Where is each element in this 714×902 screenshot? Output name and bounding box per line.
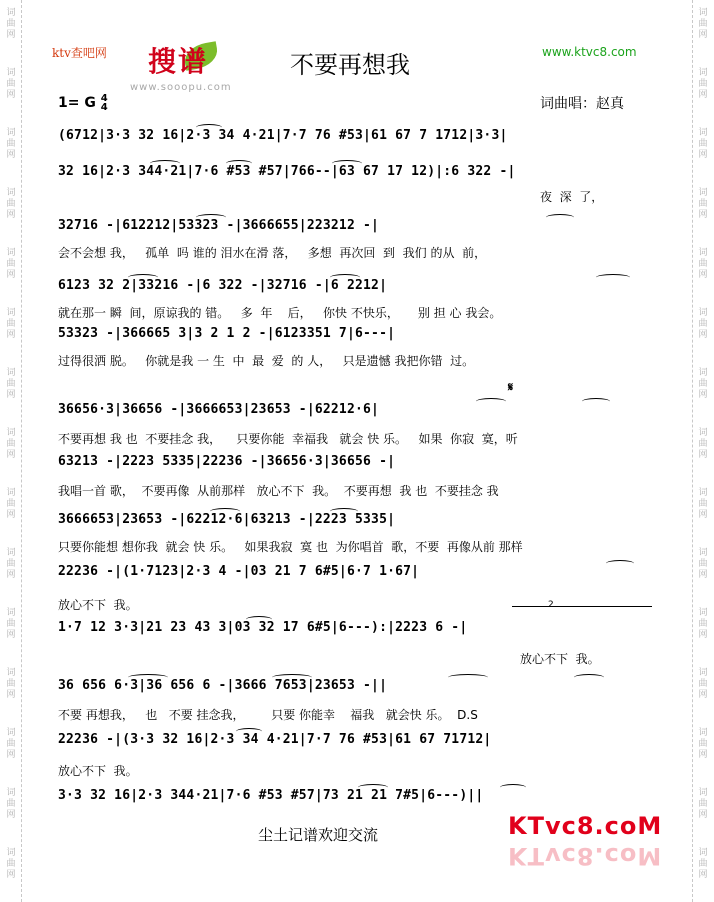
footer-logo-reflection: KTvc8.coM <box>508 842 663 870</box>
watermark-text: 词 曲 网 <box>6 248 16 280</box>
time-signature <box>101 94 108 112</box>
slur-arc <box>574 674 604 681</box>
lyric-line-12: 放心不下 我。 <box>58 764 138 778</box>
slur-arc <box>196 124 222 131</box>
logo-text: 搜谱 <box>148 45 209 78</box>
score-line-9: 22236 -|(1·7123|2·3 4 -|03 21 7 6#5|6·7 1·67| <box>58 564 420 579</box>
slur-arc <box>546 214 574 221</box>
time-bottom: 4 <box>100 102 108 113</box>
slur-arc <box>128 274 158 281</box>
watermark-text: 词 曲 网 <box>698 608 708 640</box>
watermark-text: 词 曲 网 <box>6 848 16 880</box>
slur-arc <box>150 160 180 167</box>
watermark-text: 词 曲 网 <box>6 728 16 760</box>
slur-arc <box>596 274 630 281</box>
slur-arc <box>476 398 506 405</box>
watermark-text: 词 曲 网 <box>6 188 16 220</box>
watermark-text: 词 曲 网 <box>698 248 708 280</box>
watermark-text: 词 曲 网 <box>698 488 708 520</box>
score-line-7: 63213 -|2223 5335|22236 -|36656·3|36656 -| <box>58 454 396 469</box>
slur-arc <box>128 674 168 681</box>
logo-url: www.sooopu.com <box>130 82 232 93</box>
watermark-text: 词 曲 网 <box>698 848 708 880</box>
key-label: 1= G <box>58 95 96 111</box>
lyric-line-10: 放心不下 我。 <box>520 652 600 666</box>
slur-arc <box>196 214 226 221</box>
slur-arc <box>330 508 358 515</box>
lyric-line-4: 就在那一 瞬 间，原谅我的 错。 多 年 后， 你快 不快乐， 别 担 心 我会。 <box>58 306 502 320</box>
score-line-10: 1·7 12 3·3|21 23 43 3|03 32 17 6#5|6---):|2223 6 -| <box>58 620 468 635</box>
watermark-text: 词 曲 网 <box>6 668 16 700</box>
watermark-text: 词 曲 网 <box>698 728 708 760</box>
lyric-line-3: 会不会想 我， 孤单 吗 谁的 泪水在滑 落， 多想 再次回 到 我们 的从 前， <box>58 246 487 260</box>
footer-text: 尘土记谱欢迎交流 <box>258 826 379 844</box>
watermark-text: 词 曲 网 <box>698 8 708 40</box>
watermark-text: 词 曲 网 <box>6 68 16 100</box>
watermark-text: 词 曲 网 <box>6 548 16 580</box>
slur-arc <box>272 674 312 681</box>
footer-logo: KTvc8.coM <box>508 812 663 840</box>
lyric-line-7: 我唱一首 歌， 不要再像 从前那样 放心不下 我。 不要再想 我 也 不要挂念 我 <box>58 484 499 498</box>
watermark-text: 词 曲 网 <box>698 68 708 100</box>
score-line-8: 3666653|23653 -|62212·6|63213 -|2223 5335| <box>58 512 396 527</box>
slur-arc <box>358 784 388 791</box>
watermark-text: 词 曲 网 <box>6 608 16 640</box>
watermark-text: 词 曲 网 <box>698 188 708 220</box>
lyric-line-11: 不要 再想我， 也 不要 挂念我， 只要 你能幸 福我 就会快 乐。 D.S <box>58 708 478 722</box>
song-title: 不要再想我 <box>290 51 410 79</box>
slur-arc <box>582 398 610 405</box>
watermark-text: 词 曲 网 <box>6 8 16 40</box>
watermark-text: 词 曲 网 <box>6 428 16 460</box>
watermark-text: 词 曲 网 <box>6 308 16 340</box>
slur-arc <box>246 616 272 623</box>
lyric-line-5: 过得很洒 脱。 你就是我 一 生 中 最 爱 的 人， 只是遗憾 我把你错 过。 <box>58 354 475 368</box>
watermark-text: 词 曲 网 <box>698 548 708 580</box>
slur-arc <box>210 508 240 515</box>
watermark-text: 词 曲 网 <box>698 128 708 160</box>
lyric-line-8: 只要你能想 想你我 就会 快 乐。 如果我寂 寞 也 为你唱首 歌，不要 再像从前 那样 <box>58 540 523 554</box>
score-line-5: 53323 -|366665 3|3 2 1 2 -|6123351 7|6---| <box>58 326 396 341</box>
watermark-text: 词 曲 网 <box>6 368 16 400</box>
score-line-13: 3·3 32 16|2·3 344·21|7·6 #53 #57|73 21 21 7#5|6---)|| <box>58 788 484 803</box>
score-line-4: 6123 32 2|33216 -|6 322 -|32716 -|6 2212| <box>58 278 388 293</box>
watermark-text: 词 曲 网 <box>6 488 16 520</box>
watermark-text: 词 曲 网 <box>698 788 708 820</box>
slur-arc <box>500 784 526 791</box>
volta-bracket <box>512 606 652 607</box>
watermark-text: 词 曲 网 <box>6 128 16 160</box>
watermark-text: 词 曲 网 <box>6 788 16 820</box>
watermark-text: 词 曲 网 <box>698 308 708 340</box>
slur-arc <box>332 160 362 167</box>
score-line-1: (6712|3·3 32 16|2·3 34 4·21|7·7 76 #53|61 67 7 1712|3·3| <box>58 128 508 143</box>
score-line-3: 32716 -|612212|53323 -|3666655|223212 -| <box>58 218 380 233</box>
lyric-line-2: 夜 深 了， <box>540 190 604 204</box>
score-line-12: 22236 -|(3·3 32 16|2·3 34 4·21|7·7 76 #53|61 67 71712| <box>58 732 492 747</box>
site-label: ktv查吧网 <box>52 46 107 60</box>
lyric-line-9: 放心不下 我。 <box>58 598 138 612</box>
time-top: 4 <box>100 93 108 104</box>
watermark-text: 词 曲 网 <box>698 428 708 460</box>
slur-arc <box>448 674 488 681</box>
watermark-text: 词 曲 网 <box>698 368 708 400</box>
slur-arc <box>236 728 262 735</box>
slur-arc <box>606 560 634 567</box>
segno-sign: 𝄋 <box>508 380 514 394</box>
key-signature <box>58 94 108 112</box>
lyric-line-6: 不要再想 我 也 不要挂念 我， 只要你能 幸福我 就会 快 乐。 如果 你寂 寞，听 <box>58 432 518 446</box>
slur-arc <box>226 160 252 167</box>
credits: 词曲唱：赵真 <box>540 96 624 112</box>
volta-number: 2 <box>548 600 554 610</box>
score-line-11: 36 656 6·3|36 656 6 -|3666 7653|23653 -|| <box>58 678 388 693</box>
site-url: www.ktvc8.com <box>542 45 637 59</box>
slur-arc <box>330 274 360 281</box>
watermark-text: 词 曲 网 <box>698 668 708 700</box>
score-line-2: 32 16|2·3 344·21|7·6 #53 #57|766--|63 67 17 12)|:6 322 -| <box>58 164 516 179</box>
score-line-6: 36656·3|36656 -|3666653|23653 -|62212·6| <box>58 402 380 417</box>
